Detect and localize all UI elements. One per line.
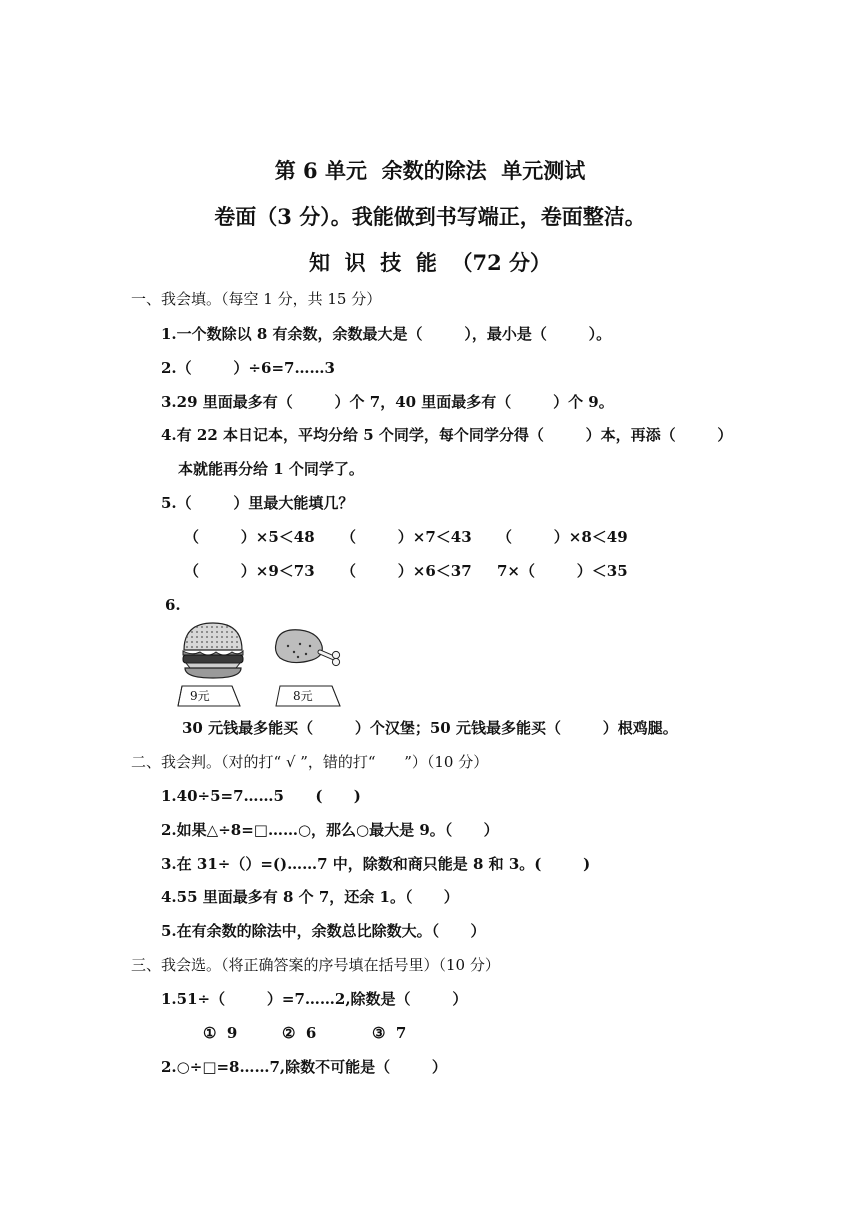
page-subtitle: 卷面（3 分）。我能做到书写端正，卷面整洁。 (214, 204, 646, 229)
page-title: 第 6 单元 余数的除法 单元测试 (274, 158, 586, 183)
section-heading-knowledge: 知 识 技 能 （72 分） (308, 250, 552, 275)
s3-question-2: 2.○÷□=8……7,除数不可能是（ ） (161, 1058, 447, 1076)
drumstick-price-label: 8元 (293, 689, 313, 703)
s1-q5-item-b: （ ）×7＜43 (341, 528, 472, 546)
s1-q5-item-a: （ ）×5＜48 (184, 528, 315, 546)
s1-question-4-line2: 本就能再分给 1 个同学了。 (178, 460, 364, 478)
s2-question-1: 1.40÷5=7……5 ( ) (161, 787, 361, 805)
s1-question-2: 2.（ ）÷6=7……3 (161, 359, 335, 377)
s2-question-2: 2.如果△÷8=□……○，那么○最大是 9。（ ） (161, 821, 499, 839)
s2-question-4: 4.55 里面最多有 8 个 7，还余 1。（ ） (161, 888, 459, 906)
drumstick-icon (272, 626, 348, 672)
s3-question-1: 1.51÷（ ）=7……2,除数是（ ） (161, 990, 468, 1008)
section3-heading: 三、我会选。（将正确答案的序号填在括号里）（10 分） (131, 956, 500, 974)
s1-q5-item-c: （ ）×8＜49 (497, 528, 628, 546)
s1-q5-item-d: （ ）×9＜73 (184, 562, 315, 580)
s1-question-4-line1: 4.有 22 本日记本，平均分给 5 个同学，每个同学分得（ ）本，再添（ ） (161, 426, 733, 444)
s1-question-6-label: 6. (165, 596, 181, 614)
s1-question-3: 3.29 里面最多有（ ）个 7，40 里面最多有（ ）个 9。 (161, 393, 614, 411)
section2-heading: 二、我会判。（对的打“ √ ”，错的打“ ”）（10 分） (131, 753, 489, 771)
s3-q1-option-1: ① 9 (203, 1024, 238, 1042)
s2-question-3: 3.在 31÷（）=()……7 中，除数和商只能是 8 和 3。( ) (161, 855, 591, 873)
burger-icon (180, 620, 246, 680)
s1-question-5: 5.（ ）里最大能填几？ (161, 494, 354, 512)
s1-question-6-text: 30 元钱最多能买（ ）个汉堡；50 元钱最多能买（ ）根鸡腿。 (182, 719, 678, 737)
s3-q1-option-3: ③ 7 (372, 1024, 407, 1042)
s1-q5-item-e: （ ）×6＜37 (341, 562, 472, 580)
s3-q1-option-2: ② 6 (282, 1024, 317, 1042)
section1-heading: 一、我会填。（每空 1 分，共 15 分） (131, 290, 382, 308)
s1-question-1: 1.一个数除以 8 有余数，余数最大是（ ），最小是（ ）。 (161, 325, 612, 343)
s2-question-5: 5.在有余数的除法中，余数总比除数大。（ ） (161, 922, 486, 940)
burger-price-label: 9元 (190, 689, 210, 703)
s1-q5-item-f: 7×（ ）＜35 (497, 562, 628, 580)
